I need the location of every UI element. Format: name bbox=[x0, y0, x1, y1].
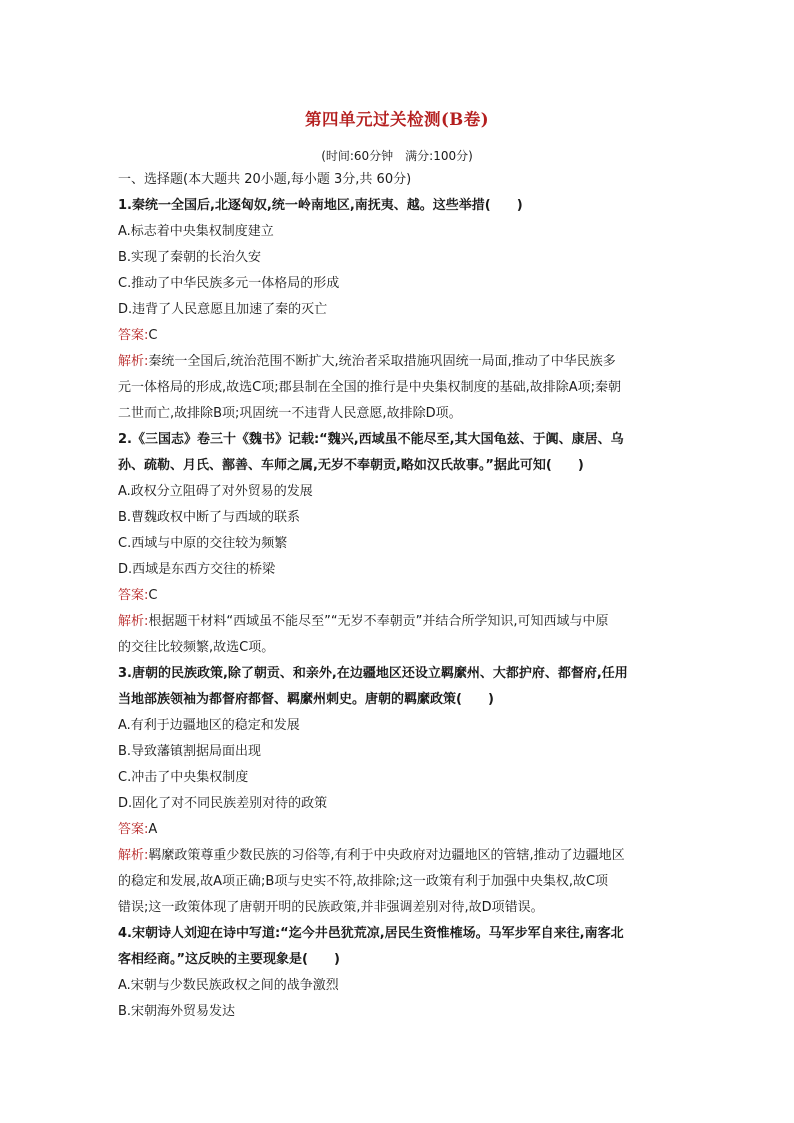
question-number: 1. bbox=[118, 198, 132, 213]
answer-label: 答案: bbox=[118, 822, 149, 837]
explanation-label: 解析: bbox=[118, 848, 149, 863]
question-3-stem-line: 当地部族领袖为都督府都督、羁縻州刺史。唐朝的羁縻政策( ) bbox=[118, 692, 494, 707]
question-3-answer: 答案:A bbox=[118, 822, 158, 837]
document-body bbox=[118, 167, 680, 1025]
question-2-option-a: A.政权分立阻碍了对外贸易的发展 bbox=[118, 484, 313, 499]
question-1-option-a: A.标志着中央集权制度建立 bbox=[118, 224, 274, 239]
question-3-explanation-line: 的稳定和发展,故A项正确;B项与史实不符,故排除;这一政策有利于加强中央集权,故C项 bbox=[118, 874, 609, 889]
document-title: 第四单元过关检测(B卷) bbox=[304, 110, 490, 129]
question-3-stem: 3.唐朝的民族政策,除了朝贡、和亲外,在边疆地区还设立羁縻州、大都护府、都督府,任用 bbox=[118, 666, 628, 681]
question-2-explanation-line: 解析:根据题干材料“西域虽不能尽至”“无岁不奉朝贡”并结合所学知识,可知西域与中原 bbox=[118, 614, 609, 629]
question-3-option-b: B.导致藩镇割据局面出现 bbox=[118, 744, 262, 759]
question-3-explanation-line: 解析:羁縻政策尊重少数民族的习俗等,有利于中央政府对边疆地区的管辖,推动了边疆地区 bbox=[118, 848, 625, 863]
question-1-explanation-line: 二世而亡,故排除B项;巩固统一不违背人民意愿,故排除D项。 bbox=[118, 406, 462, 421]
answer-label: 答案: bbox=[118, 588, 149, 603]
section-header: 一、选择题(本大题共 20小题,每小题 3分,共 60分) bbox=[118, 172, 412, 187]
question-1-explanation-line: 元一体格局的形成,故选C项;郡县制在全国的推行是中央集权制度的基础,故排除A项;秦朝 bbox=[118, 380, 621, 395]
question-1-option-d: D.违背了人民意愿且加速了秦的灭亡 bbox=[118, 302, 328, 317]
question-1-option-c: C.推动了中华民族多元一体格局的形成 bbox=[118, 276, 340, 291]
question-number: 4. bbox=[118, 926, 132, 941]
question-3-option-d: D.固化了对不同民族差别对待的政策 bbox=[118, 796, 328, 811]
question-number: 3. bbox=[118, 666, 132, 681]
question-4-option-b: B.宋朝海外贸易发达 bbox=[118, 1004, 236, 1019]
question-1-answer: 答案:C bbox=[118, 328, 158, 343]
explanation-label: 解析: bbox=[118, 354, 149, 369]
question-number: 2. bbox=[118, 432, 132, 447]
question-4-option-a: A.宋朝与少数民族政权之间的战争激烈 bbox=[118, 978, 339, 993]
question-3-explanation-line: 错误;这一政策体现了唐朝开明的民族政策,并非强调差别对待,故D项错误。 bbox=[118, 900, 544, 915]
question-3-option-a: A.有利于边疆地区的稳定和发展 bbox=[118, 718, 300, 733]
question-2-answer: 答案:C bbox=[118, 588, 158, 603]
question-2-option-c: C.西域与中原的交往较为频繁 bbox=[118, 536, 288, 551]
question-2-option-d: D.西域是东西方交往的桥梁 bbox=[118, 562, 276, 577]
answer-label: 答案: bbox=[118, 328, 149, 343]
question-4-stem: 4.宋朝诗人刘迎在诗中写道:“迄今井邑犹荒凉,居民生资惟榷场。马军步军自来往,南客北 bbox=[118, 926, 624, 941]
question-1-stem: 1.秦统一全国后,北逐匈奴,统一岭南地区,南抚夷、越。这些举措( ) bbox=[118, 198, 523, 213]
document-subtitle: (时间:60分钟 满分:100分) bbox=[321, 149, 473, 163]
question-1-option-b: B.实现了秦朝的长治久安 bbox=[118, 250, 262, 265]
question-2-explanation-line: 的交往比较频繁,故选C项。 bbox=[118, 640, 275, 655]
explanation-label: 解析: bbox=[118, 614, 149, 629]
question-1-explanation-line: 解析:秦统一全国后,统治范围不断扩大,统治者采取措施巩固统一局面,推动了中华民族多 bbox=[118, 354, 616, 369]
question-4-stem-line: 客相经商。”这反映的主要现象是( ) bbox=[118, 952, 340, 967]
question-2-stem-line: 孙、疏勒、月氏、鄯善、车师之属,无岁不奉朝贡,略如汉氏故事。”据此可知( ) bbox=[118, 458, 584, 473]
question-3-option-c: C.冲击了中央集权制度 bbox=[118, 770, 249, 785]
question-2-stem: 2.《三国志》卷三十《魏书》记载:“魏兴,西域虽不能尽至,其大国龟兹、于阗、康居、乌 bbox=[118, 432, 624, 447]
question-2-option-b: B.曹魏政权中断了与西域的联系 bbox=[118, 510, 301, 525]
